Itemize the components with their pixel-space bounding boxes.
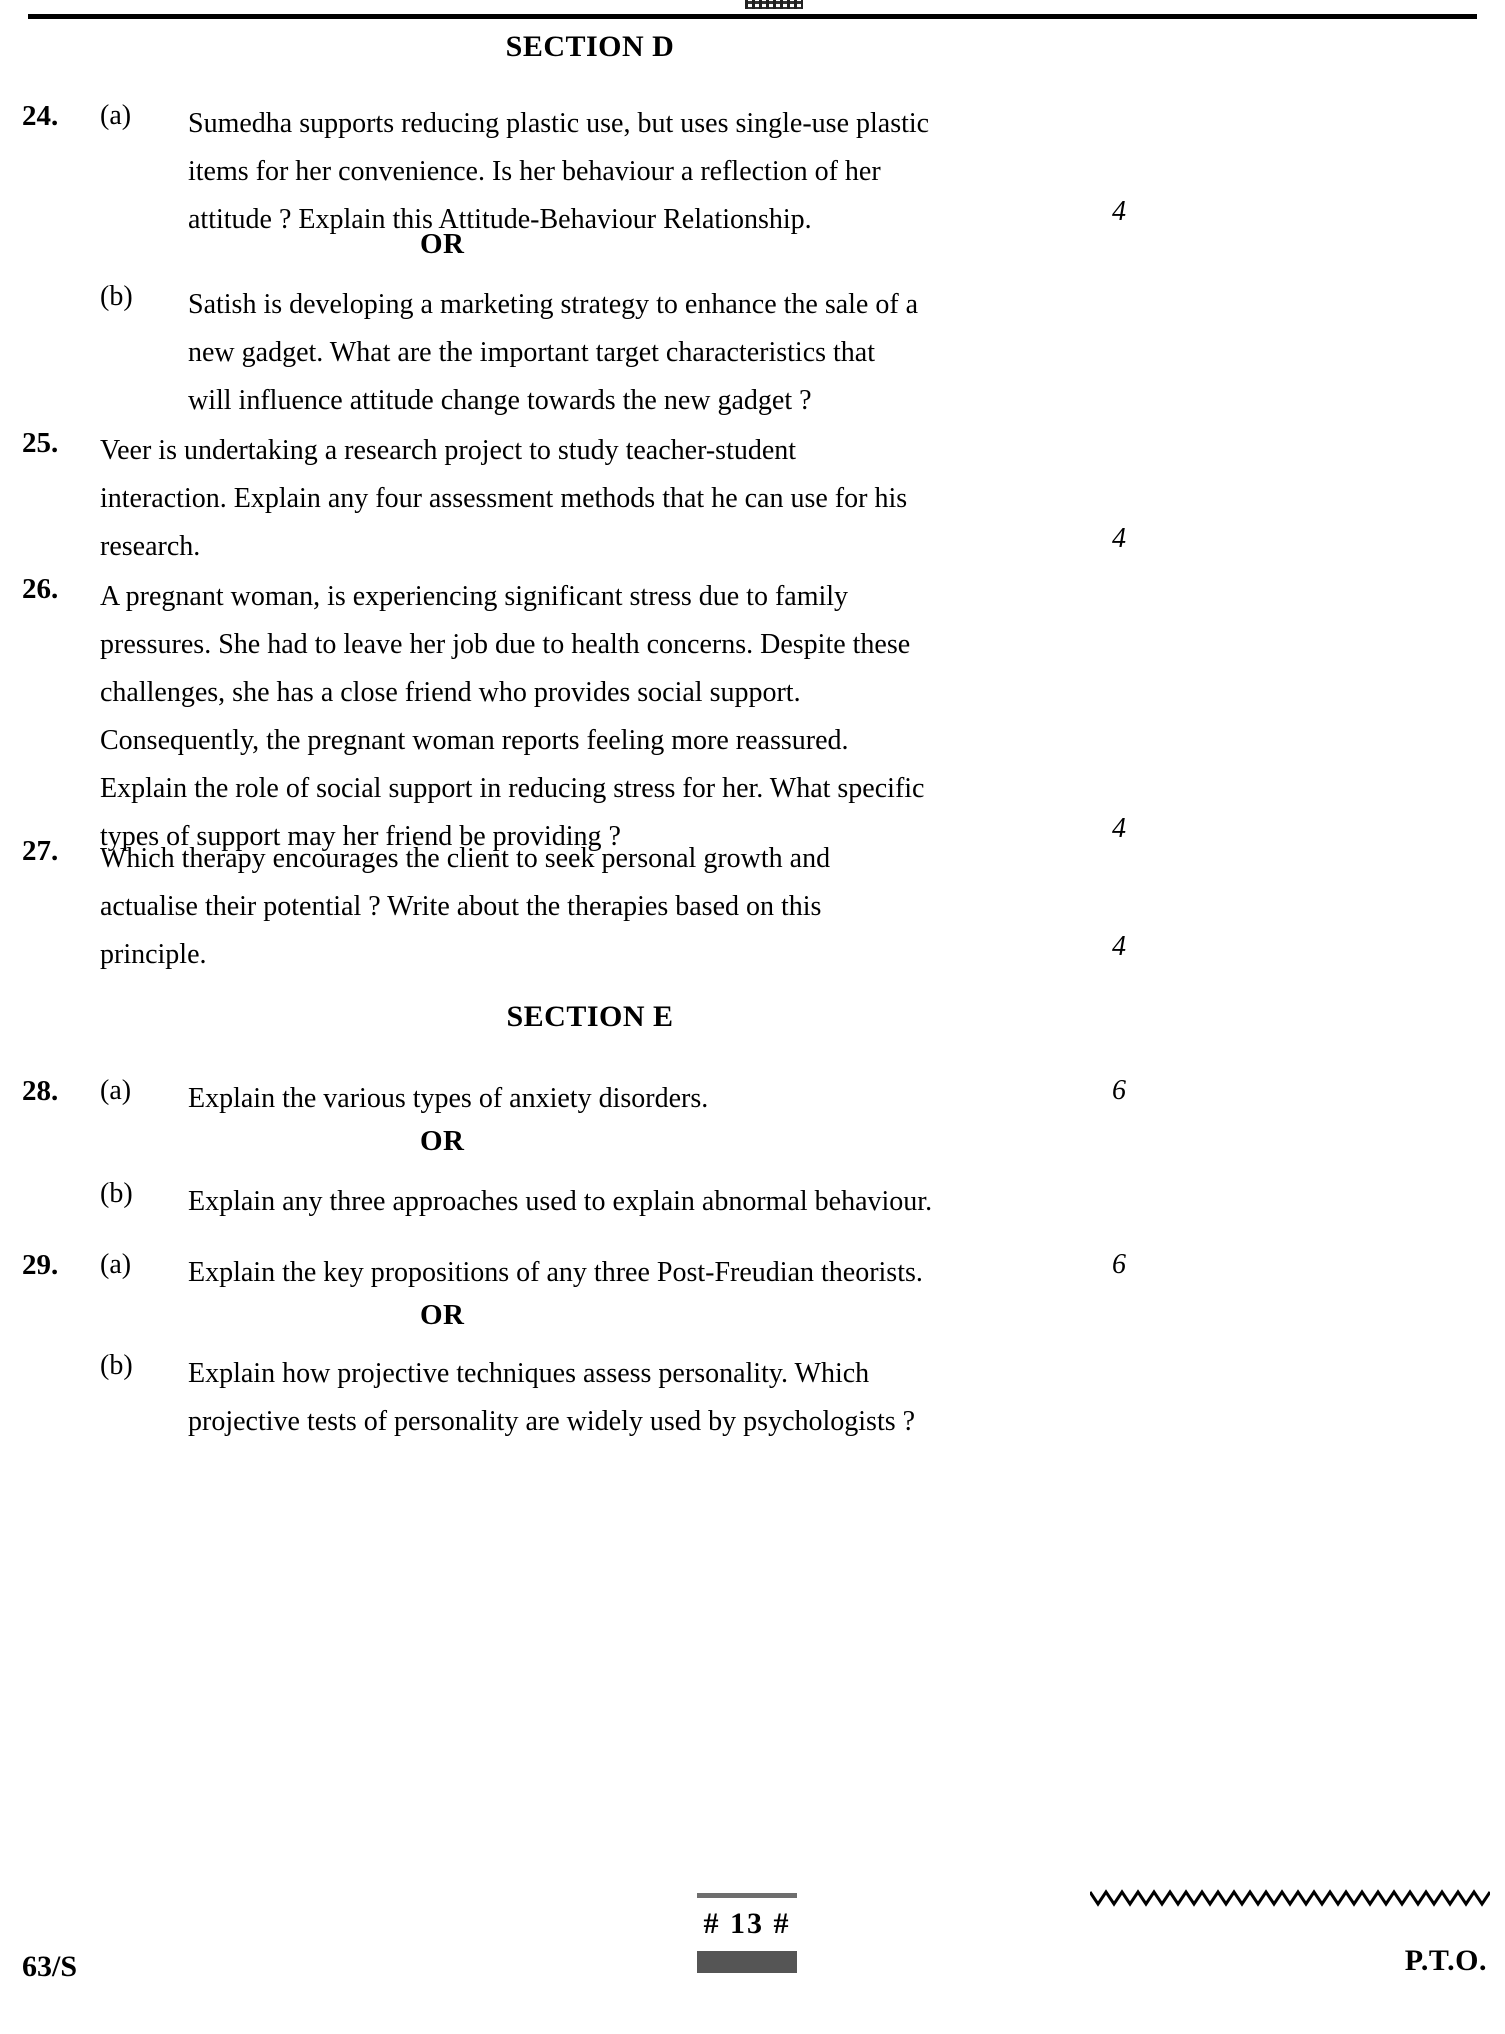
question-number: 24. xyxy=(22,100,59,132)
page-marker-bar-top xyxy=(697,1893,797,1898)
marks-value: 6 xyxy=(1112,1249,1126,1280)
question-number: 29. xyxy=(22,1249,59,1281)
marks-value: 4 xyxy=(1112,196,1126,227)
question-line: Explain the various types of anxiety disorders. xyxy=(188,1083,709,1114)
section-heading-e: SECTION E xyxy=(506,1000,674,1033)
question-line: actualise their potential ? Write about the therapies based on this xyxy=(100,891,822,922)
question-line: pressures. She had to leave her job due to health concerns. Despite these xyxy=(100,629,911,660)
marks-value: 4 xyxy=(1112,813,1126,844)
marks-value: 6 xyxy=(1112,1075,1126,1106)
paper-code: 63/S xyxy=(22,1950,78,1983)
question-text xyxy=(100,835,1078,979)
question-part-label: (a) xyxy=(100,1075,132,1106)
question-line: Veer is undertaking a research project to study teacher-student xyxy=(100,435,797,466)
question-line: Explain any three approaches used to explain abnormal behaviour. xyxy=(188,1186,933,1217)
question-line: Satish is developing a marketing strategy to enhance the sale of a xyxy=(188,289,919,320)
question-part-label: (b) xyxy=(100,1178,133,1209)
question-line: principle. xyxy=(100,939,207,970)
page-number: # 13 # xyxy=(703,1907,791,1940)
question-line: A pregnant woman, is experiencing significant stress due to family xyxy=(100,581,849,612)
question-number: 25. xyxy=(22,427,59,459)
header-rule xyxy=(28,14,1477,19)
question-number: 26. xyxy=(22,573,59,605)
question-part-label: (b) xyxy=(100,1350,133,1381)
question-line: research. xyxy=(100,531,201,562)
question-text xyxy=(188,281,1078,425)
question-part-label: (b) xyxy=(100,281,133,312)
zigzag-rule xyxy=(1090,1888,1490,1910)
question-number: 27. xyxy=(22,835,59,867)
question-line: types of support may her friend be providing ? xyxy=(100,821,621,852)
question-line: challenges, she has a close friend who provides social support. xyxy=(100,677,801,708)
qr-code-pattern xyxy=(745,0,803,9)
question-text xyxy=(188,1249,1078,1297)
question-part-label: (a) xyxy=(100,100,132,131)
section-heading-d: SECTION D xyxy=(505,30,675,63)
or-label: OR xyxy=(420,1299,465,1331)
question-number: 28. xyxy=(22,1075,59,1107)
question-line: Explain the key propositions of any three Post-Freudian theorists. xyxy=(188,1257,923,1288)
question-line: Explain the role of social support in reducing stress for her. What specific xyxy=(100,773,925,804)
zigzag-icon xyxy=(1090,1888,1490,1910)
question-line: new gadget. What are the important target characteristics that xyxy=(188,337,876,368)
question-line: items for her convenience. Is her behaviour a reflection of her xyxy=(188,156,881,187)
question-line: Sumedha supports reducing plastic use, but uses single-use plastic xyxy=(188,108,930,139)
question-line: projective tests of personality are widely used by psychologists ? xyxy=(188,1406,916,1437)
page-marker-bar-bottom xyxy=(697,1951,797,1973)
or-label: OR xyxy=(420,228,465,260)
question-line: attitude ? Explain this Attitude-Behaviour Relationship. xyxy=(188,204,812,235)
question-line: will influence attitude change towards the new gadget ? xyxy=(188,385,812,416)
or-label: OR xyxy=(420,1125,465,1157)
question-line: interaction. Explain any four assessment methods that he can use for his xyxy=(100,483,908,514)
page-marker xyxy=(686,1893,808,1973)
marks-value: 4 xyxy=(1112,931,1126,962)
question-text xyxy=(188,1075,1078,1123)
qr-code-icon xyxy=(745,0,803,9)
question-part-label: (a) xyxy=(100,1249,132,1280)
pto-label: P.T.O. xyxy=(1404,1944,1487,1977)
question-text xyxy=(100,427,1078,571)
marks-value: 4 xyxy=(1112,523,1126,554)
question-text xyxy=(188,100,1078,244)
question-line: Explain how projective techniques assess personality. Which xyxy=(188,1358,870,1389)
question-text xyxy=(188,1350,1078,1446)
question-line: Consequently, the pregnant woman reports feeling more reassured. xyxy=(100,725,849,756)
question-line: Which therapy encourages the client to seek personal growth and xyxy=(100,843,831,874)
question-text xyxy=(188,1178,1078,1226)
question-text xyxy=(100,573,1078,861)
